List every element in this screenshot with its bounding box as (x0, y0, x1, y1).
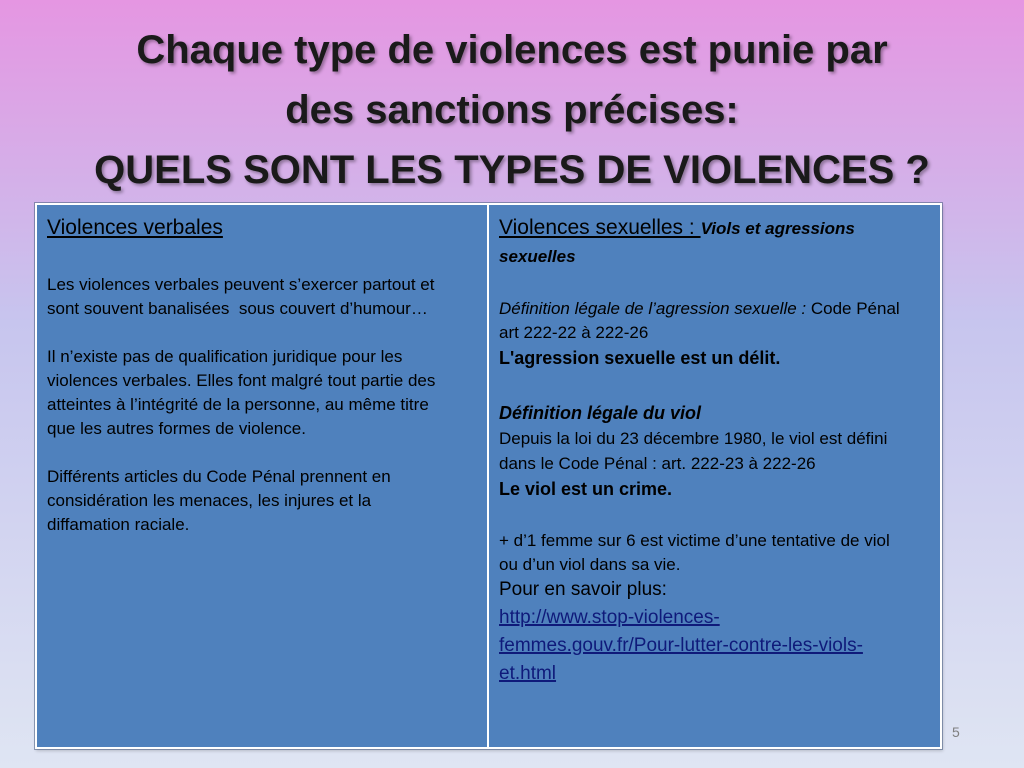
text-line: sont souvent banalisées sous couvert d’humour… (47, 299, 428, 318)
cell-heading-text: Violences verbales (47, 216, 223, 239)
paragraph-penal-code-articles (47, 465, 481, 537)
cell-heading-subtitle: Viols et agressions (700, 219, 855, 238)
violence-types-table (35, 203, 942, 749)
text-line: que les autres formes de violence. (47, 419, 306, 438)
cell-heading-row (499, 242, 934, 270)
title-line-3: QUELS SONT LES TYPES DE VIOLENCES ? (94, 148, 930, 192)
more-info-label: Pour en savoir plus: (499, 579, 667, 600)
paragraph-verbal-intro (47, 273, 481, 321)
text-line: Depuis la loi du 23 décembre 1980, le viol est défini (499, 429, 888, 448)
title-line-1: Chaque type de violences est punie par (136, 28, 888, 72)
cell-heading-sexual-violence: Violences sexuelles : (499, 216, 701, 239)
slide-title (0, 20, 1024, 200)
assault-statement: L'agression sexuelle est un délit. (499, 348, 781, 368)
text-line: considération les menaces, les injures et la (47, 491, 372, 510)
text-line: dans le Code Pénal : art. 222-23 à 222-26 (499, 454, 816, 473)
text-line: Il n’existe pas de qualification juridique pour les (47, 347, 403, 366)
cell-heading-row (499, 214, 934, 242)
text-line: atteintes à l’intégrité de la personne, au même titre (47, 395, 429, 414)
assault-definition-label: Définition légale de l’agression sexuelle : (499, 299, 811, 318)
text-line: Les violences verbales peuvent s’exercer partout et (47, 275, 435, 294)
text-line: Différents articles du Code Pénal prennent en (47, 467, 391, 486)
assault-definition-line (499, 297, 934, 321)
paragraph-legal-qualification (47, 345, 481, 441)
assault-definition-reference: Code Pénal (810, 299, 900, 318)
link-text-line[interactable]: http://www.stop-violences- (499, 607, 720, 628)
rape-statement: Le viol est un crime. (499, 479, 673, 499)
assault-definition-reference: art 222-22 à 222-26 (499, 323, 649, 342)
table-cell-sexual-violence (489, 205, 940, 747)
text-line: violences verbales. Elles font malgré tout partie des (47, 371, 436, 390)
page-number: 5 (952, 724, 960, 740)
link-text-line[interactable]: femmes.gouv.fr/Pour-lutter-contre-les-viols- (499, 635, 863, 656)
table-cell-verbal-violence (37, 205, 489, 747)
assault-definition-block (499, 297, 934, 371)
rape-definition-block (499, 400, 934, 502)
statistic-block (499, 529, 934, 688)
text-line: + d’1 femme sur 6 est victime d’une tentative de viol (499, 531, 890, 550)
text-line: ou d’un viol dans sa vie. (499, 555, 681, 574)
more-info-link[interactable] (499, 604, 934, 688)
link-text-line[interactable]: et.html (499, 663, 557, 684)
title-line-2: des sanctions précises: (285, 88, 739, 132)
rape-definition-label: Définition légale du viol (499, 403, 702, 423)
text-line: diffamation raciale. (47, 515, 190, 534)
cell-heading-verbal-violence (47, 214, 481, 242)
cell-heading-subtitle: sexuelles (499, 247, 576, 266)
